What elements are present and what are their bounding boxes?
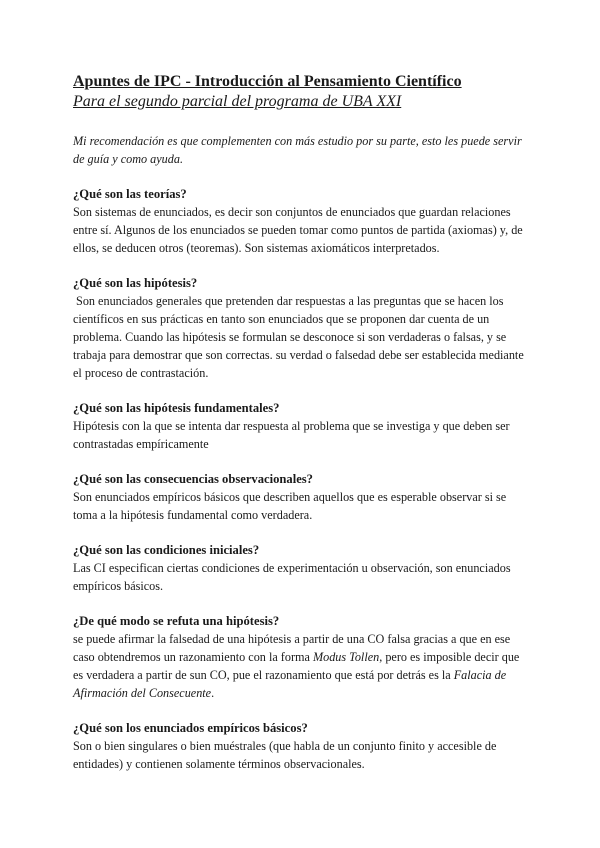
document-page [73,72,528,773]
qa-section-condiciones-iniciales [73,541,528,595]
question-heading: ¿Qué son los enunciados empíricos básicos? [73,721,308,735]
question-heading: ¿Qué son las hipótesis fundamentales? [73,401,280,415]
qa-section-teorias [73,185,528,257]
answer-text: , pero es imposible decir que es verdadera a partir de sun CO, pue el razonamiento que está por detrás es la [73,650,520,682]
question-heading: ¿Qué son las teorías? [73,187,187,201]
answer-paragraph: Hipótesis con la que se intenta dar respuesta al problema que se investiga y que deben ser contrastadas empíricamente [73,419,510,451]
question-heading: ¿Qué son las condiciones iniciales? [73,543,260,557]
intro-paragraph: Mi recomendación es que complementen con más estudio por su parte, esto les puede servir de guía y como ayuda. [73,134,522,166]
answer-text: se puede afirmar la falsedad de una hipótesis a partir de una CO falsa gracias a que en ese caso obtendremos un razonamiento con la forma [73,632,511,664]
document-title: Apuntes de IPC - Introducción al Pensamiento Científico [73,73,462,90]
answer-text: . [211,686,215,700]
answer-paragraph: Son o bien singulares o bien muéstrales (que habla de un conjunto finito y accesible de entidades) y contienen solamente términos observacionales. [73,739,497,771]
emphasis-modus-tollen: Modus Tollen [312,650,380,664]
qa-section-hipotesis-fundamentales [73,399,528,453]
answer-paragraph [73,630,528,702]
question-heading: ¿Qué son las consecuencias observacionales? [73,472,313,486]
qa-section-consecuencias-observacionales [73,470,528,524]
emphasis-falacia: Falacia de Afirmación del Consecuente [73,668,507,700]
answer-paragraph: Las CI especifican ciertas condiciones de experimentación u observación, son enunciados empíricos básicos. [73,561,511,593]
qa-section-refutacion [73,612,528,702]
document-subtitle: Para el segundo parcial del programa de UBA XXI [73,93,402,110]
question-heading: ¿Qué son las hipótesis? [73,276,198,290]
question-heading: ¿De qué modo se refuta una hipótesis? [73,614,280,628]
answer-paragraph: Son sistemas de enunciados, es decir son conjuntos de enunciados que guardan relaciones entre sí. Algunos de los enunciados se pueden tomar como puntos de partida (axiomas) y, de ellos, se deducen otros (teoremas). Son sistemas axiomáticos interpretados. [73,205,523,255]
answer-paragraph: Son enunciados generales que pretenden dar respuestas a las preguntas que se hacen los científicos en sus prácticas en tanto son enunciados que se proponen dar cuenta de un problema. Cuando las hipótesis se formulan se desconoce si son verdaderas o falsas, y se trabaja para demostrar que son correctas. su verdad o falsedad debe ser establecida mediante el proceso de contrastación. [73,294,527,380]
qa-section-hipotesis [73,274,528,382]
qa-section-enunciados-empiricos [73,719,528,773]
answer-paragraph: Son enunciados empíricos básicos que describen aquellos que es esperable observar si se toma a la hipótesis fundamental como verdadera. [73,490,507,522]
